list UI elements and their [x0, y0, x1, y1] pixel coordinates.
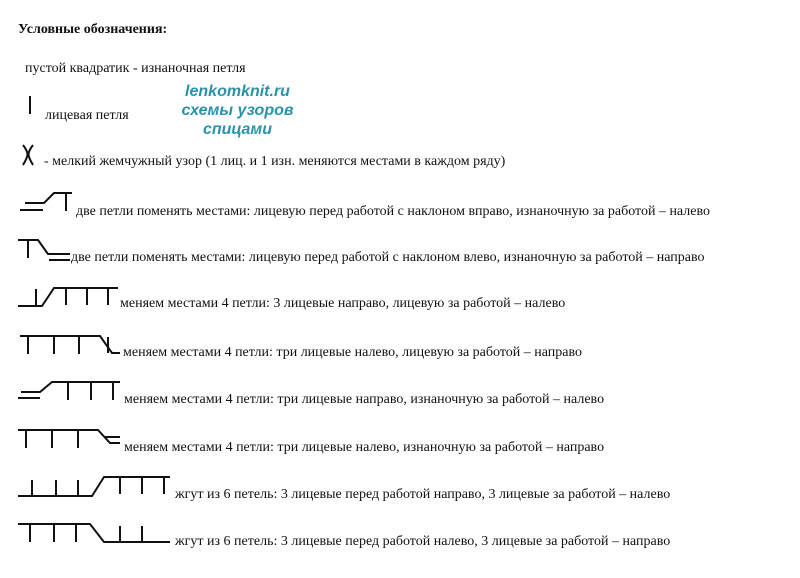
legend-text-purl: пустой квадратик - изнаночная петля [25, 61, 246, 76]
cross-4-left-icon [16, 331, 122, 359]
legend-text-cable6-left: жгут из 6 петель: 3 лицевые перед работой налево, 3 лицевые за работой – направо [175, 534, 671, 549]
page-title: Условные обозначения: [18, 22, 168, 37]
cross-4-left-purl-icon [16, 425, 122, 453]
cross-2-left-icon [16, 236, 72, 264]
legend-text-seed: - мелкий жемчужный узор (1 лиц. и 1 изн. меняются местами в каждом ряду) [44, 154, 506, 169]
cross-4-right-icon [14, 282, 120, 310]
legend-text-cable6-right: жгут из 6 петель: 3 лицевые перед работой направо, 3 лицевые за работой – налево [175, 487, 671, 502]
legend-text-cross2-right: две петли поменять местами: лицевую перед работой с наклоном вправо, изнаночную за работой – налево [76, 204, 710, 219]
legend-text-cross4-right-purl: меняем местами 4 петли: три лицевые направо, изнаночную за работой – налево [124, 392, 605, 407]
cable-6-right-icon [16, 472, 172, 500]
watermark [160, 82, 315, 139]
legend-text-knit: лицевая петля [45, 108, 129, 123]
cable-6-left-icon [16, 520, 172, 548]
cross-icon [20, 143, 36, 167]
cross-4-right-purl-icon [16, 378, 122, 406]
legend-text-cross4-left: меняем местами 4 петли: три лицевые налево, лицевую за работой – направо [123, 345, 582, 360]
legend-text-cross4-left-purl: меняем местами 4 петли: три лицевые налево, изнаночную за работой – направо [124, 440, 605, 455]
cross-2-right-icon [18, 189, 74, 217]
watermark-site: lenkomknit.ru [185, 83, 290, 100]
legend-text-cross2-left: две петли поменять местами: лицевую перед работой с наклоном влево, изнаночную за работой – направо [71, 250, 705, 265]
watermark-line3: спицами [202, 121, 273, 138]
vertical-bar-icon [24, 94, 36, 116]
legend-text-cross4-right: меняем местами 4 петли: 3 лицевые направо, лицевую за работой – налево [120, 296, 566, 311]
watermark-line2: схемы узоров [181, 102, 294, 119]
